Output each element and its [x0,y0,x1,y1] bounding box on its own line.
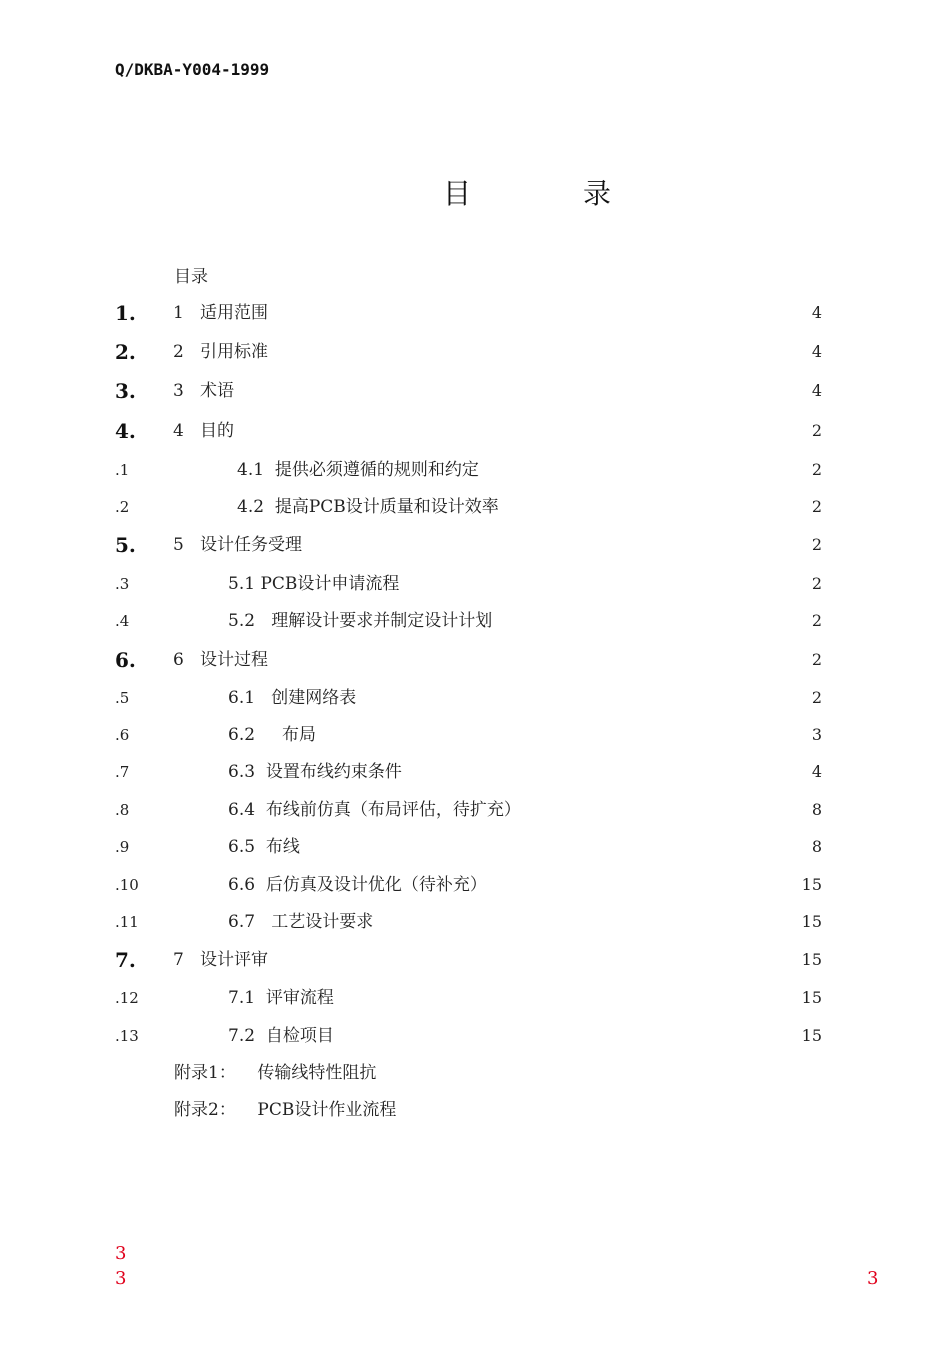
toc-row-number: 2. [115,340,136,364]
toc-row-number: .1 [115,461,130,479]
toc-row[interactable] [0,795,950,825]
toc-row-number: .7 [115,763,130,781]
toc-row-label: 5.1 PCB设计申请流程 [228,574,400,594]
toc-row-number: .5 [115,689,130,707]
toc-row-page: 15 [801,988,822,1007]
toc-row-page: 8 [811,837,822,856]
toc-row-number: .12 [115,989,139,1007]
toc-row[interactable] [0,757,950,787]
toc-row-number: 4. [115,419,136,443]
toc-row-number: 1. [115,301,136,325]
toc-row[interactable] [0,683,950,713]
toc-row-label: 2 引用标准 [173,342,269,362]
appendix-2[interactable]: 附录2： PCB设计作业流程 [174,1100,397,1120]
footer-page-number-left-top: 3 [115,1243,127,1264]
toc-row-label: 4.2 提高PCB设计质量和设计效率 [237,497,499,517]
toc-row-page: 2 [811,611,822,630]
toc-row-label: 6.6 后仿真及设计优化（待补充） [228,875,487,895]
toc-row-label: 5.2 理解设计要求并制定设计计划 [228,611,493,631]
toc-row[interactable] [0,492,950,522]
toc-row-label: 6.4 布线前仿真（布局评估，待扩充） [228,800,521,820]
toc-row-page: 4 [811,381,822,400]
footer-page-number-right: 3 [867,1268,879,1289]
toc-row[interactable] [0,983,950,1013]
toc-row-page: 15 [801,912,822,931]
toc-row-label: 6.1 创建网络表 [228,688,357,708]
toc-row-number: .11 [115,913,139,931]
toc-row[interactable] [0,455,950,485]
toc-row-page: 2 [811,650,822,669]
toc-row-number: 5. [115,533,136,557]
toc-row-number: .9 [115,838,130,856]
toc-row-page: 2 [811,497,822,516]
toc-row-label: 6.2 布局 [228,725,317,745]
toc-row-page: 2 [811,535,822,554]
appendix-1[interactable]: 附录1： 传输线特性阻抗 [174,1063,377,1083]
toc-row-page: 2 [811,421,822,440]
toc-row[interactable] [0,569,950,599]
toc-row-number: 6. [115,648,136,672]
toc-row-page: 4 [811,342,822,361]
toc-row-label: 6.5 布线 [228,837,300,857]
toc-row[interactable] [0,1021,950,1051]
toc-row-page: 2 [811,688,822,707]
toc-row-number: .4 [115,612,130,630]
toc-row[interactable] [0,832,950,862]
toc-row-page: 2 [811,574,822,593]
page-title-part1: 目 [443,177,472,210]
toc-row[interactable] [0,376,950,406]
toc-row-label: 4 目的 [173,421,235,441]
toc-row-label: 6 设计过程 [173,650,269,670]
toc-row-label: 3 术语 [173,381,235,401]
toc-row[interactable] [0,298,950,328]
toc-row-number: .6 [115,726,130,744]
toc-row-page: 3 [811,725,822,744]
toc-row[interactable] [0,645,950,675]
page-title-part2: 录 [583,177,612,210]
toc-row-label: 6.3 设置布线约束条件 [228,762,402,782]
toc-row[interactable] [0,945,950,975]
page-title [0,172,950,212]
toc-row-label: 7.1 评审流程 [228,988,334,1008]
toc-row-label: 5 设计任务受理 [173,535,303,555]
toc-row-page: 4 [811,303,822,322]
toc-row-label: 7 设计评审 [173,950,269,970]
toc-row-label: 1 适用范围 [173,303,269,323]
toc-row-page: 15 [801,950,822,969]
toc-row[interactable] [0,416,950,446]
toc-row-number: .3 [115,575,130,593]
doc-code: Q/DKBA-Y004-1999 [115,60,270,79]
toc-row[interactable] [0,907,950,937]
toc-row-number: 7. [115,948,136,972]
toc-row-number: .8 [115,801,130,819]
toc-row[interactable] [0,530,950,560]
toc-row-label: 6.7 工艺设计要求 [228,912,374,932]
toc-row-label: 4.1 提供必须遵循的规则和约定 [237,460,479,480]
toc-row-page: 2 [811,460,822,479]
toc-row[interactable] [0,606,950,636]
toc-row-label: 7.2 自检项目 [228,1026,334,1046]
footer-page-number-left-bottom: 3 [115,1268,127,1289]
toc-row-page: 15 [801,875,822,894]
toc-row-number: .10 [115,876,139,894]
toc-row-page: 15 [801,1026,822,1045]
toc-row[interactable] [0,337,950,367]
toc-row-page: 4 [811,762,822,781]
toc-row-page: 8 [811,800,822,819]
toc-row-number: .2 [115,498,130,516]
toc-row[interactable] [0,870,950,900]
toc-row-number: 3. [115,379,136,403]
toc-heading: 目录 [174,267,208,287]
toc-row[interactable] [0,720,950,750]
toc-row-number: .13 [115,1027,139,1045]
